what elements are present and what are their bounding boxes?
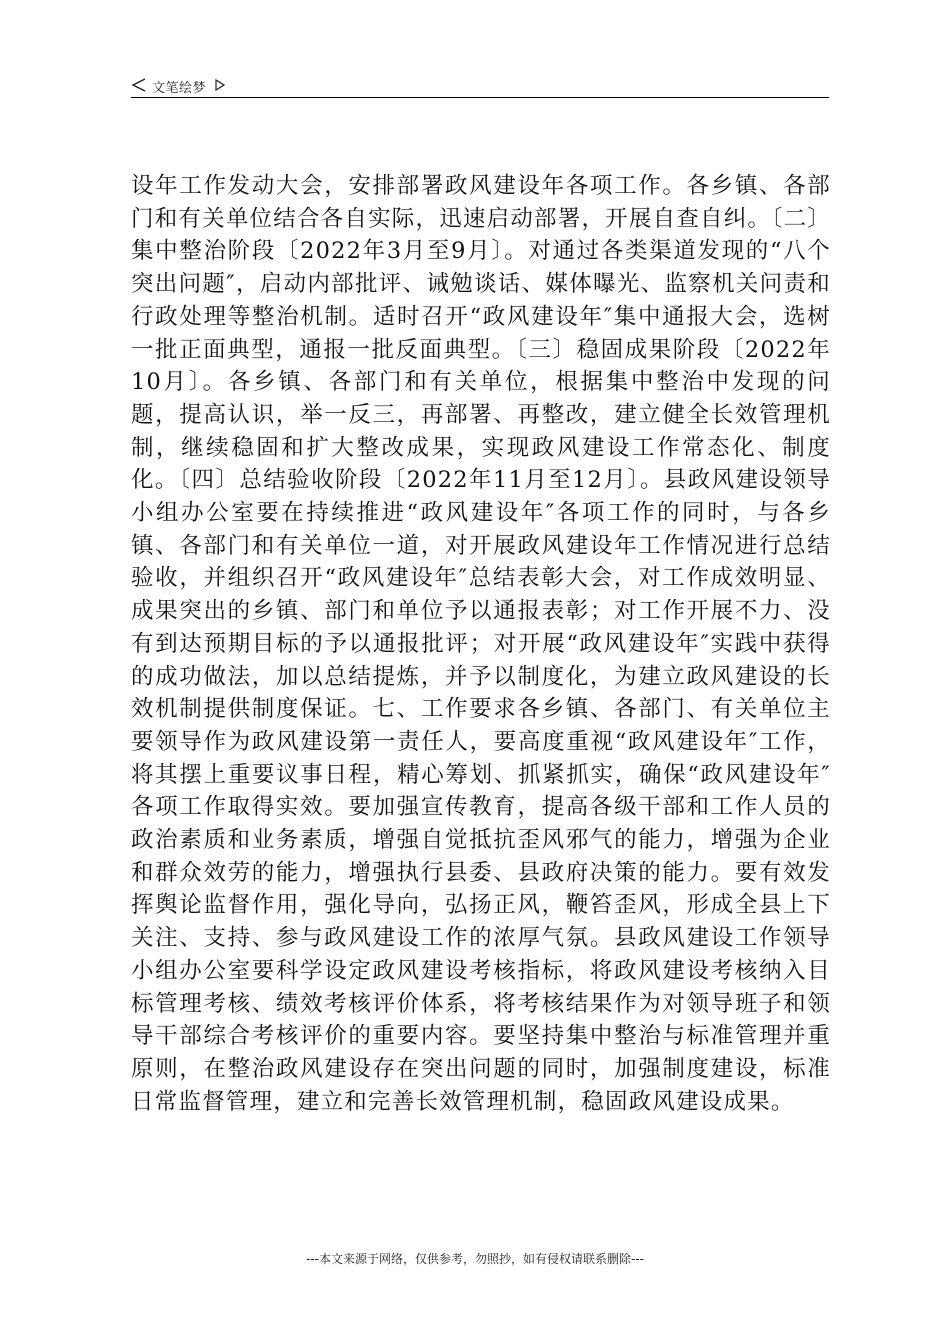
header-divider	[131, 97, 829, 98]
body-paragraph: 设年工作发动大会，安排部署政风建设年各项工作。各乡镇、各部门和有关单位结合各自实际，迅速启动部署，开展自查自纠。〔二〕集中整治阶段〔2022年3月至9月〕。对通过各类渠道发现的“八个突出问题″，启动内部批评、诫勉谈话、媒体曝光、监察机关问责和行政处理等整治机制。适时召开“政风建设年″集中通报大会，选树一批正面典型，通报一批反面典型。〔三〕稳固成果阶段〔2022年10月〕。各乡镇、各部门和有关单位，根据集中整治中发现的问题，提高认识，举一反三，再部署、再整改，建立健全长效管理机制，继续稳固和扩大整改成果，实现政风建设工作常态化、制度化。〔四〕总结验收阶段〔2022年11月至12月〕。县政风建设领导小组办公室要在持续推进“政风建设年″各项工作的同时，与各乡镇、各部门和有关单位一道，对开展政风建设年工作情况进行总结验收，并组织召开“政风建设年″总结表彰大会，对工作成效明显、成果突出的乡镇、部门和单位予以通报表彰；对工作开展不力、没有到达预期目标的予以通报批评；对开展“政风建设年″实践中获得的成功做法，加以总结提炼，并予以制度化，为建立政风建设的长效机制提供制度保证。七、工作要求各乡镇、各部门、有关单位主要领导作为政风建设第一责任人，要高度重视“政风建设年″工作，将其摆上重要议事日程，精心筹划、抓紧抓实，确保“政风建设年″各项工作取得实效。要加强宣传教育，提高各级干部和工作人员的政治素质和业务素质，增强自觉抵抗歪风邪气的能力，增强为企业和群众效劳的能力，增强执行县委、县政府决策的能力。要有效发挥舆论监督作用，强化导向，弘扬正风，鞭笞歪风，形成全县上下关注、支持、参与政风建设工作的浓厚气氛。县政风建设工作领导小组办公室要科学设定政风建设考核指标，将政风建设考核纳入目标管理考核、绩效考核评价体系，将考核结果作为对领导班子和领导干部综合考核评价的重要内容。要坚持集中整治与标准管理并重原则，在整治政风建设存在突出问题的同时，加强制度建设，标准日常监督管理，建立和完善长效管理机制，稳固政风建设成果。	[131, 173, 831, 1115]
header-brand: 文笔绘梦	[152, 80, 207, 96]
footer-disclaimer: ---本文来源于网络，仅供参考，勿照抄，如有侵权请联系删除---	[306, 1252, 644, 1266]
triangle-left-icon	[131, 77, 147, 96]
triangle-right-icon	[215, 79, 225, 94]
document-body	[131, 170, 831, 1118]
page-header	[131, 74, 225, 98]
